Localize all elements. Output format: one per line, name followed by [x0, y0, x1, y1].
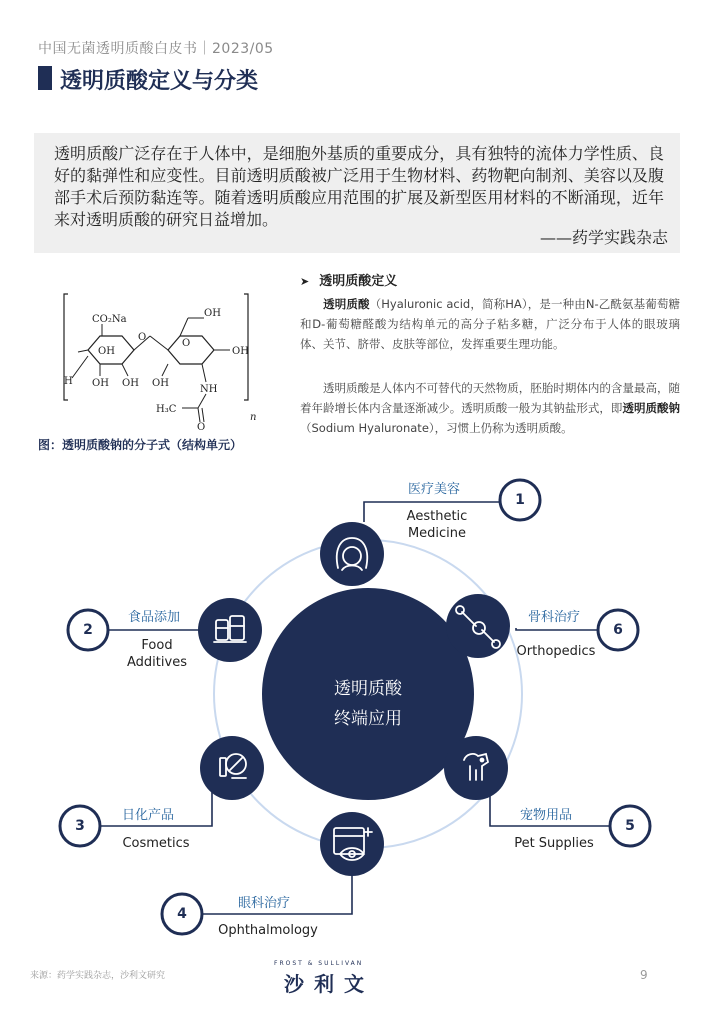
footer-logo-small-text: FROST & SULLIVAN	[274, 960, 364, 967]
arrow-right-icon: ➤	[300, 275, 310, 288]
label-co2na: CO₂Na	[92, 314, 127, 325]
label-cn-orthopedics: 骨科治疗	[528, 610, 581, 625]
label-en-pet: Pet Supplies	[514, 836, 594, 851]
quote-source: ——药学实践杂志	[539, 228, 668, 247]
label-en-food-2: Additives	[127, 655, 187, 670]
center-label-line-2: 终端应用	[334, 709, 402, 729]
structure-caption: 图：透明质酸钠的分子式（结构单元）	[38, 438, 243, 452]
item-number-2: 2	[83, 622, 93, 638]
definition-p1-text: （Hyaluronic acid，简称HA），是一种由N-乙酰氨基葡萄糖和D-葡萄糖醛酸为结构单元的高分子粘多糖，广泛分布于人体的眼玻璃体、关节、脐带、皮肤等部位，发挥重要生理功能。	[300, 297, 681, 351]
footer-logo: 沙利文	[284, 972, 374, 996]
definition-p2-text-b: （Sodium Hyaluronate），习惯上仍称为透明质酸。	[300, 421, 573, 435]
label-en-cosmetics: Cosmetics	[122, 836, 190, 851]
quote-box	[34, 133, 680, 253]
definition-p2-text-a: 透明质酸是人体内不可替代的天然物质，胚胎时期体内的含量最高，随着年龄增长体内含量逐渐减少。透明质酸一般为其钠盐形式，即	[300, 381, 680, 415]
label-cn-cosmetics: 日化产品	[122, 808, 175, 823]
label-nh: NH	[200, 384, 218, 395]
label-cn-ophthalmology: 眼科治疗	[238, 896, 291, 911]
label-o-2: O	[182, 338, 191, 349]
item-number-5: 5	[625, 818, 635, 834]
label-cn-aesthetic: 医疗美容	[408, 482, 461, 497]
label-en-orthopedics: Orthopedics	[516, 644, 596, 659]
label-en-ophthalmology: Ophthalmology	[218, 923, 318, 938]
definition-term-sodium-ha: 透明质酸钠	[622, 401, 680, 415]
center-label-line-1: 透明质酸	[334, 679, 402, 699]
label-cn-pet: 宠物用品	[520, 808, 573, 823]
label-en-aesthetic-1: Aesthetic	[406, 509, 468, 524]
definition-title-text: 透明质酸定义	[319, 274, 398, 289]
label-n: n	[250, 412, 257, 423]
icon-circle-6	[446, 594, 510, 658]
definition-title	[300, 270, 397, 289]
icon-circle-5	[444, 736, 508, 800]
page-number: 9	[640, 968, 648, 982]
label-oh-4: OH	[152, 378, 169, 389]
label-oh-2: OH	[92, 378, 109, 389]
title-accent-bar	[38, 66, 52, 90]
item-number-3: 3	[75, 818, 85, 834]
report-header: 中国无菌透明质酸白皮书｜2023/05	[38, 41, 274, 57]
label-en-food-1: Food	[141, 638, 173, 653]
item-number-1: 1	[515, 492, 525, 508]
label-en-aesthetic	[392, 508, 482, 542]
item-number-4: 4	[177, 906, 187, 922]
connector-6	[516, 628, 600, 630]
label-o-3: O	[197, 422, 206, 432]
icon-circle-4	[320, 812, 384, 876]
definition-paragraph-1	[300, 294, 680, 354]
item-number-6: 6	[613, 622, 623, 638]
label-h: H	[64, 376, 73, 387]
label-oh-1: OH	[98, 346, 115, 357]
center-label	[310, 674, 426, 734]
page-title: 透明质酸定义与分类	[60, 69, 259, 94]
quote-text: 透明质酸广泛存在于人体中，是细胞外基质的重要成分，具有独特的流体力学性质、良好的黏弹性和应变性。目前透明质酸被广泛用于生物材料、药物靶向制剂、美容以及腹部手术后预防黏连等。随着透明质酸应用范围的扩展及新型医用材料的不断涌现，近年来对透明质酸的研究日益增加。	[54, 144, 664, 229]
label-oh-5: OH	[204, 308, 221, 319]
label-h3c: H₃C	[156, 404, 177, 415]
label-en-food	[112, 637, 202, 671]
label-oh-6: OH	[232, 346, 249, 357]
label-en-aesthetic-2: Medicine	[407, 526, 467, 541]
footer-source: 来源：药学实践杂志，沙利文研究	[30, 971, 166, 981]
definition-term-ha: 透明质酸	[323, 297, 370, 311]
molecular-structure-diagram	[38, 282, 278, 432]
icon-circle-1	[320, 522, 384, 586]
label-cn-food: 食品添加	[128, 610, 181, 625]
molecular-structure-svg	[38, 282, 278, 432]
label-o-1: O	[138, 332, 147, 343]
definition-paragraph-2	[300, 378, 680, 438]
label-oh-3: OH	[122, 378, 139, 389]
